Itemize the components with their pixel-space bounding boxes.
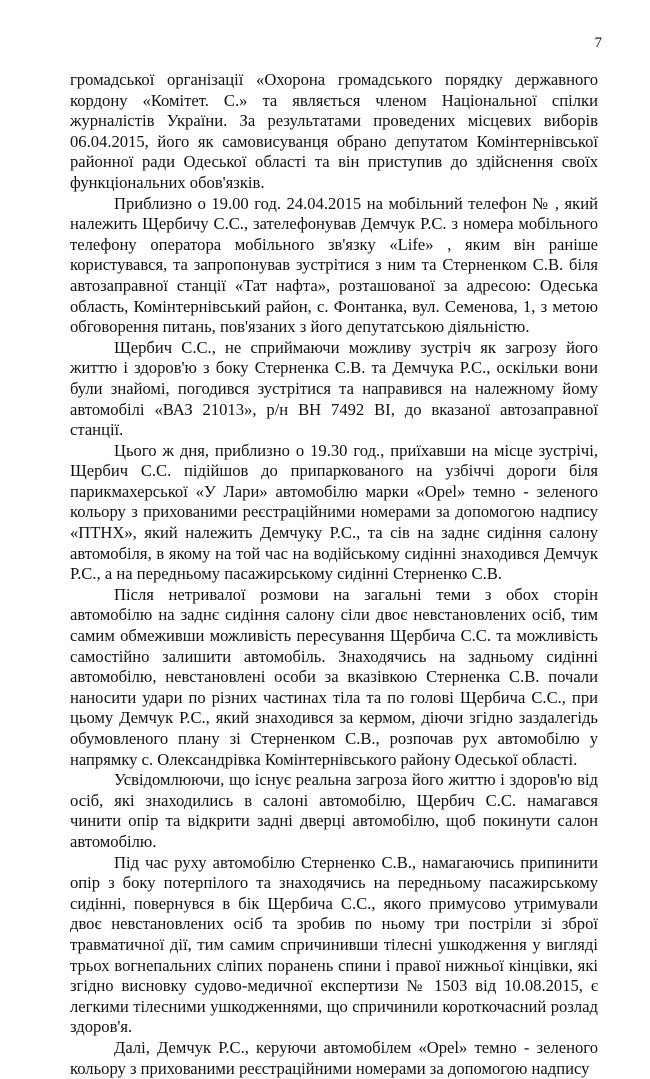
paragraph: Далі, Демчук Р.С., керуючи автомобілем «Opel» темно - зеленого кольору з прихованими реєстраційними номерами за допомогою надпису <box>70 1037 598 1078</box>
paragraph: громадської організації «Охорона громадського порядку державного кордону «Комітет. С.» та являється членом Національної спілки журналістів України. За результатами проведених місцевих виборів 06.04.2015, його як самовисуванця обрано депутатом Комінтернівської районної ради Одеської області та він приступив до здійснення своїх функціональних обов'язків. <box>70 70 598 192</box>
page-number: 7 <box>594 35 602 51</box>
paragraph: Під час руху автомобілю Стерненко С.В., намагаючись припинити опір з боку потерпілого та знаходячись на передньому пасажирському сидінні, повернувся в бік Щербича С.С., якого примусово утримували двоє невстановлених осіб та зробив по ньому три постріли зі зброї травматичної дії, тим самим спричинивши тілесні ушкодження у вигляді трьох вогнепальних сліпих поранень спини і правої нижньої кінцівки, які згідно висновку судово-медичної експертизи № 1503 від 10.08.2015, є легкими тілесними ушкодженнями, що спричинили короткочасний розлад здоров'я. <box>70 852 598 1037</box>
paragraph: Цього ж дня, приблизно о 19.30 год., приїхавши на місце зустрічі, Щербич С.С. підійшов до припаркованого на узбіччі дороги біля парикмахерської «У Лари» автомобілю марки «Opel» темно - зеленого кольору з прихованими реєстраційними номерами за допомогою надпису «ПТНХ», який належить Демчуку Р.С., та сів на заднє сидіння салону автомобіля, в якому на той час на водійському сидінні знаходився Демчук Р.С., а на передньому пасажирському сидінні Стерненко С.В. <box>70 440 598 584</box>
paragraph: Після нетривалої розмови на загальні теми з обох сторін автомобілю на заднє сидіння салону сіли двоє невстановлених осіб, тим самим обмеживши можливість пересування Щербича С.С. та можливість самостійно залишити автомобіль. Знаходячись на задньому сидінні автомобілю, невстановлені особи за вказівкою Стерненка С.В. почали наносити удари по різних частинах тіла та по голові Щербича С.С., при цьому Демчук Р.С., який знаходився за кермом, діючи згідно заздалегідь обумовленого плану зі Стерненком С.В., розпочав рух автомобілю у напрямку с. Олександрівка Комінтернівського району Одеської області. <box>70 584 598 769</box>
body-text <box>70 70 598 1079</box>
paragraph: Усвідомлюючи, що існує реальна загроза його життю і здоров'ю від осіб, які знаходились в салоні автомобілю, Щербич С.С. намагався чинити опір та відкрити задні дверці автомобілю, щоб покинути салон автомобілю. <box>70 770 598 851</box>
paragraph: Приблизно о 19.00 год. 24.04.2015 на мобільний телефон № , який належить Щербичу С.С., зателефонував Демчук Р.С. з номера мобільного телефону оператора мобільного зв'язку «Life» , яким він раніше користувався, та запропонував зустрітися з ним та Стерненком С.В. біля автозаправної станції «Тат нафта», розташованої за адресою: Одеська область, Комінтернівський район, с. Фонтанка, вул. Семенова, 1, з метою обговорення питань, пов'язаних з його депутатською діяльністю. <box>70 193 598 337</box>
paragraph: Щербич С.С., не сприймаючи можливу зустріч як загрозу його життю і здоров'ю з боку Стерненка С.В. та Демчука Р.С., оскільки вони були знайомі, погодився зустрітися та направився на належному йому автомобілі «ВАЗ 21013», р/н ВН 7492 ВІ, до вказаної автозаправної станції. <box>70 337 598 440</box>
